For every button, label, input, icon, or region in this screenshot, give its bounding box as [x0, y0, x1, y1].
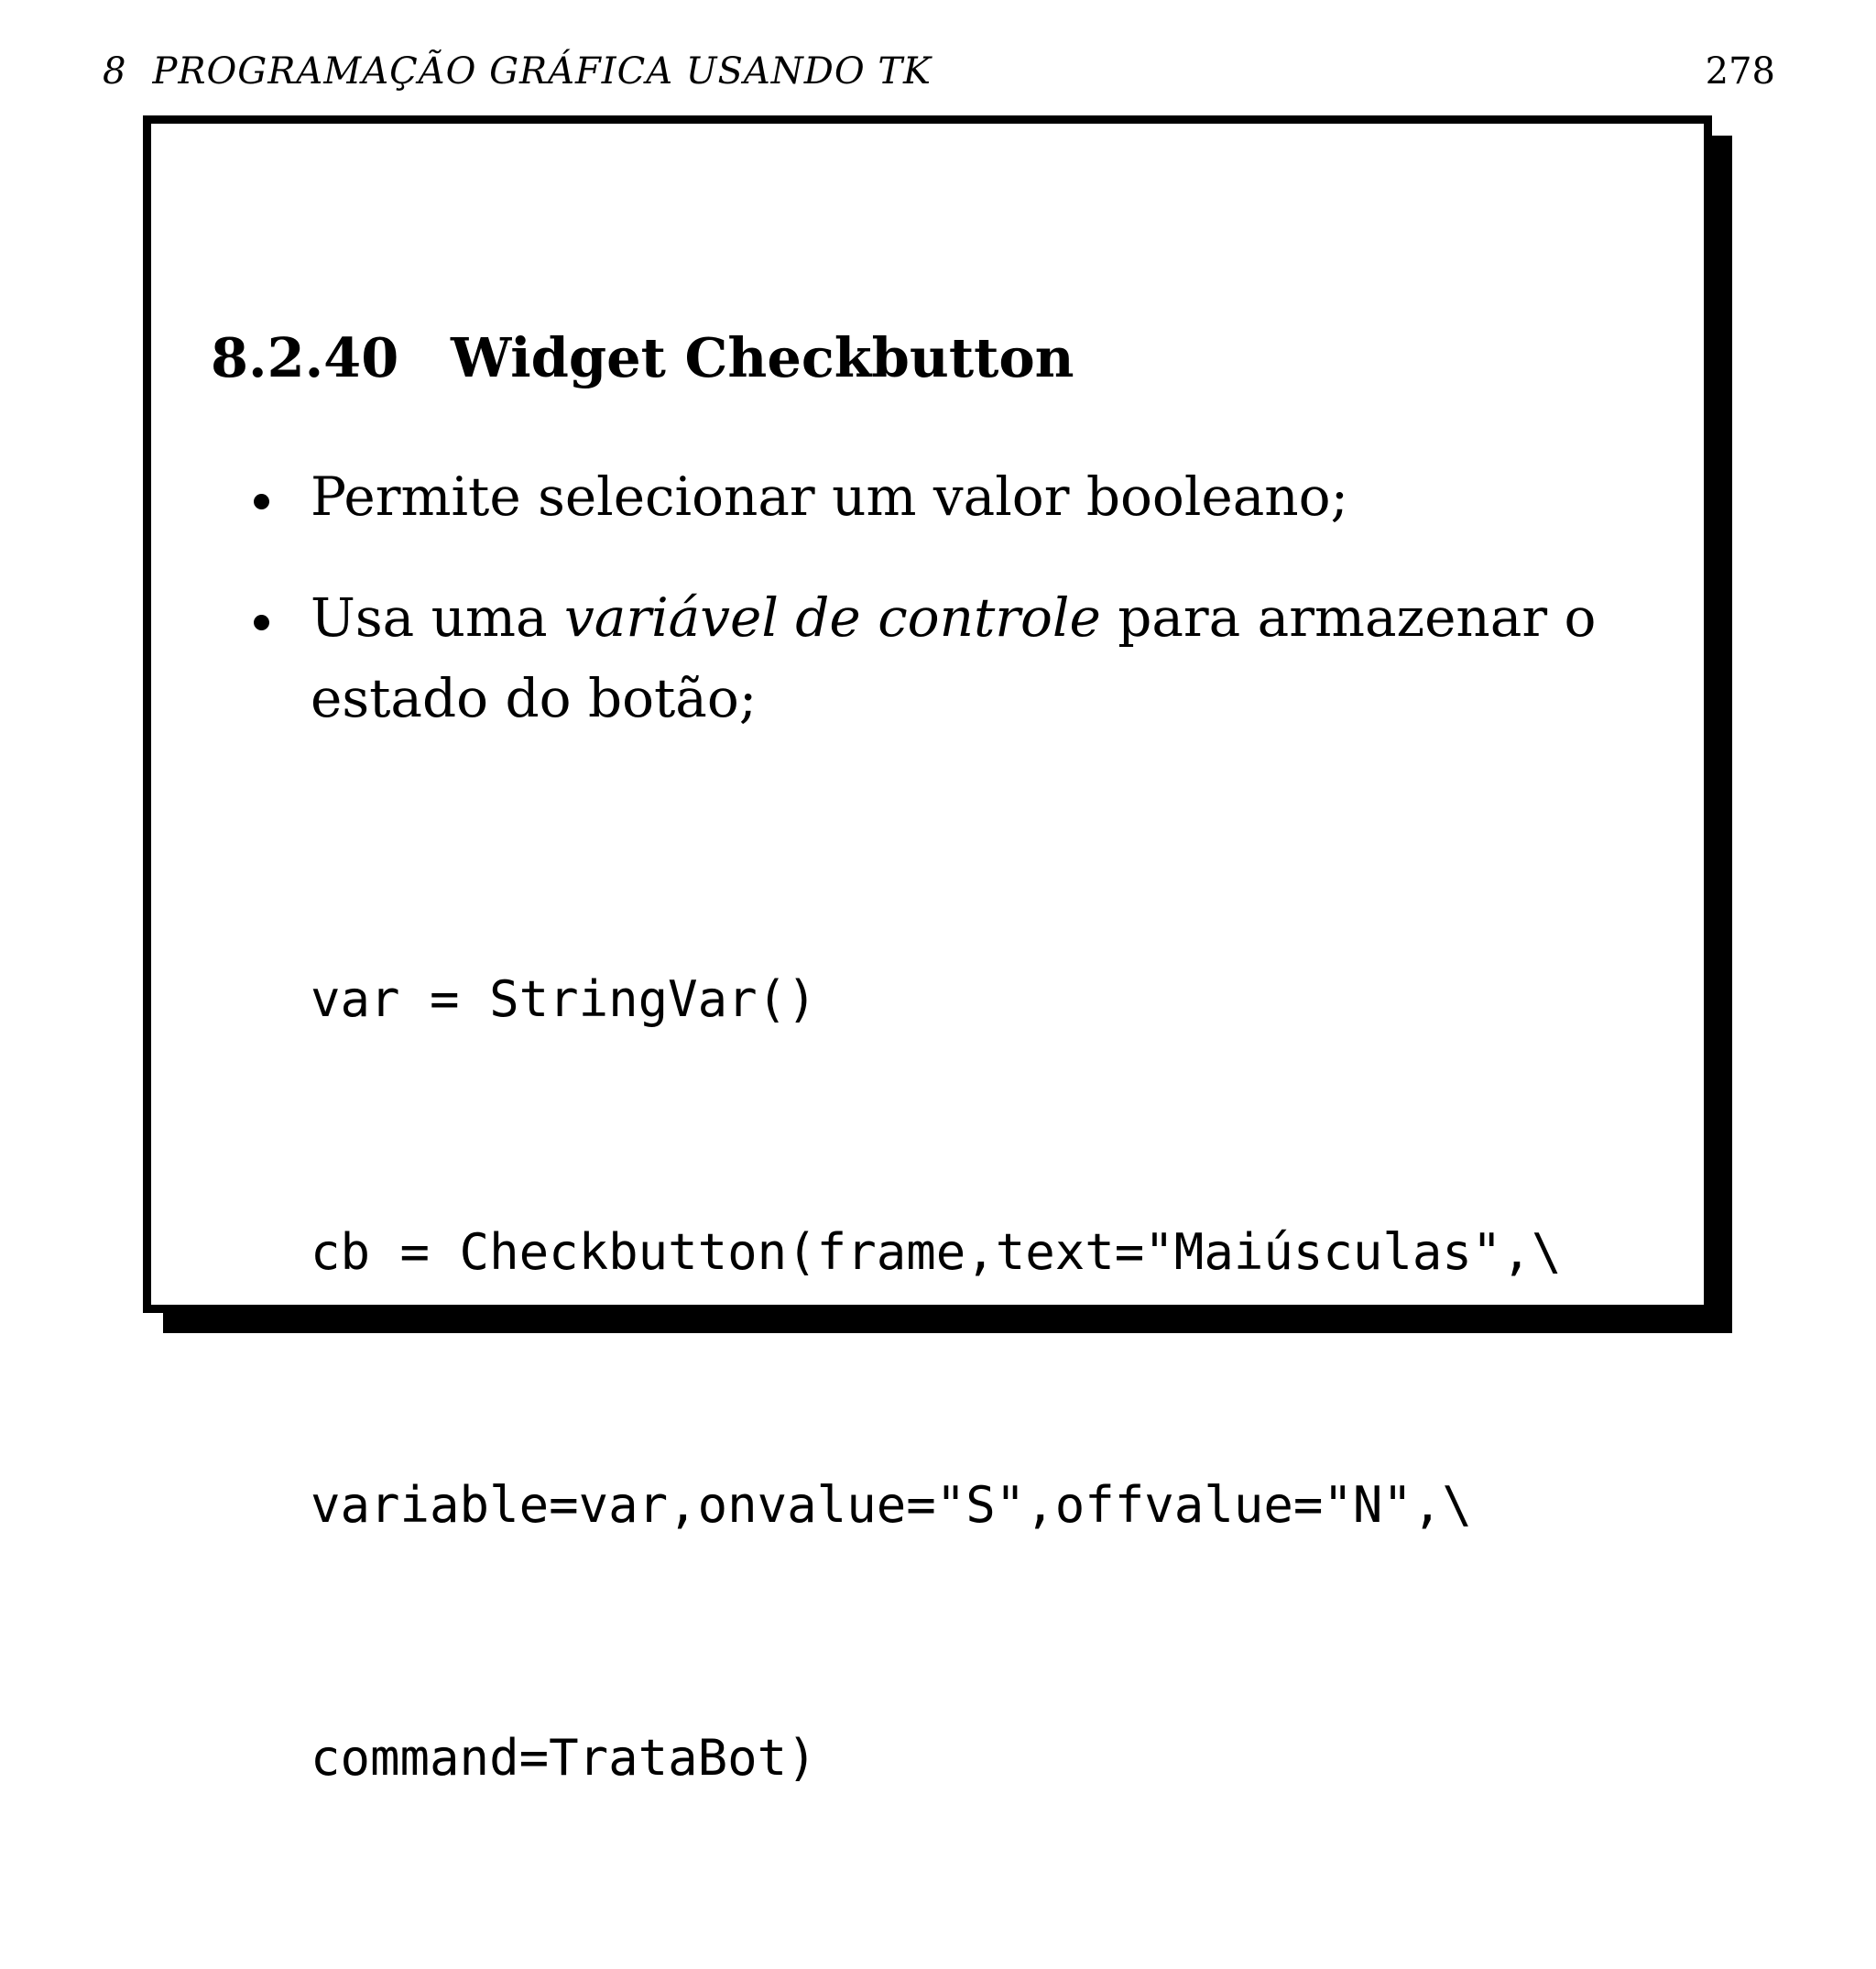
running-header [103, 50, 932, 93]
code-line: variable=var,onvalue="S",offvalue="N",\ [311, 1476, 1472, 1534]
chapter-title: PROGRAMAÇÃO GRÁFICA USANDO TK [152, 50, 932, 93]
bullet-text-continuation: estado do botão; [311, 667, 758, 729]
bullet-text [311, 586, 1597, 649]
bullet-text-emphasis: variável de controle [564, 586, 1101, 649]
code-line: var = StringVar() [311, 970, 817, 1028]
bullet-icon [254, 494, 269, 509]
page-number: 278 [1705, 50, 1775, 93]
slide-frame [143, 115, 1712, 1787]
section-heading [211, 326, 1074, 389]
section-number: 8.2.40 [211, 326, 399, 389]
bullet-text-before: Usa uma [311, 586, 565, 649]
bullet-text-after: para armazenar o [1100, 586, 1597, 649]
code-line: cb = Checkbutton(frame,text="Maiúsculas",\ [311, 1223, 1562, 1281]
bullet-text: Permite selecionar um valor booleano; [311, 465, 1349, 528]
section-title: Widget Checkbutton [451, 326, 1074, 389]
bullet-icon [254, 615, 269, 630]
code-line: command=TrataBot) [311, 1729, 817, 1787]
code-block [311, 789, 1561, 1969]
chapter-number: 8 [103, 50, 127, 93]
